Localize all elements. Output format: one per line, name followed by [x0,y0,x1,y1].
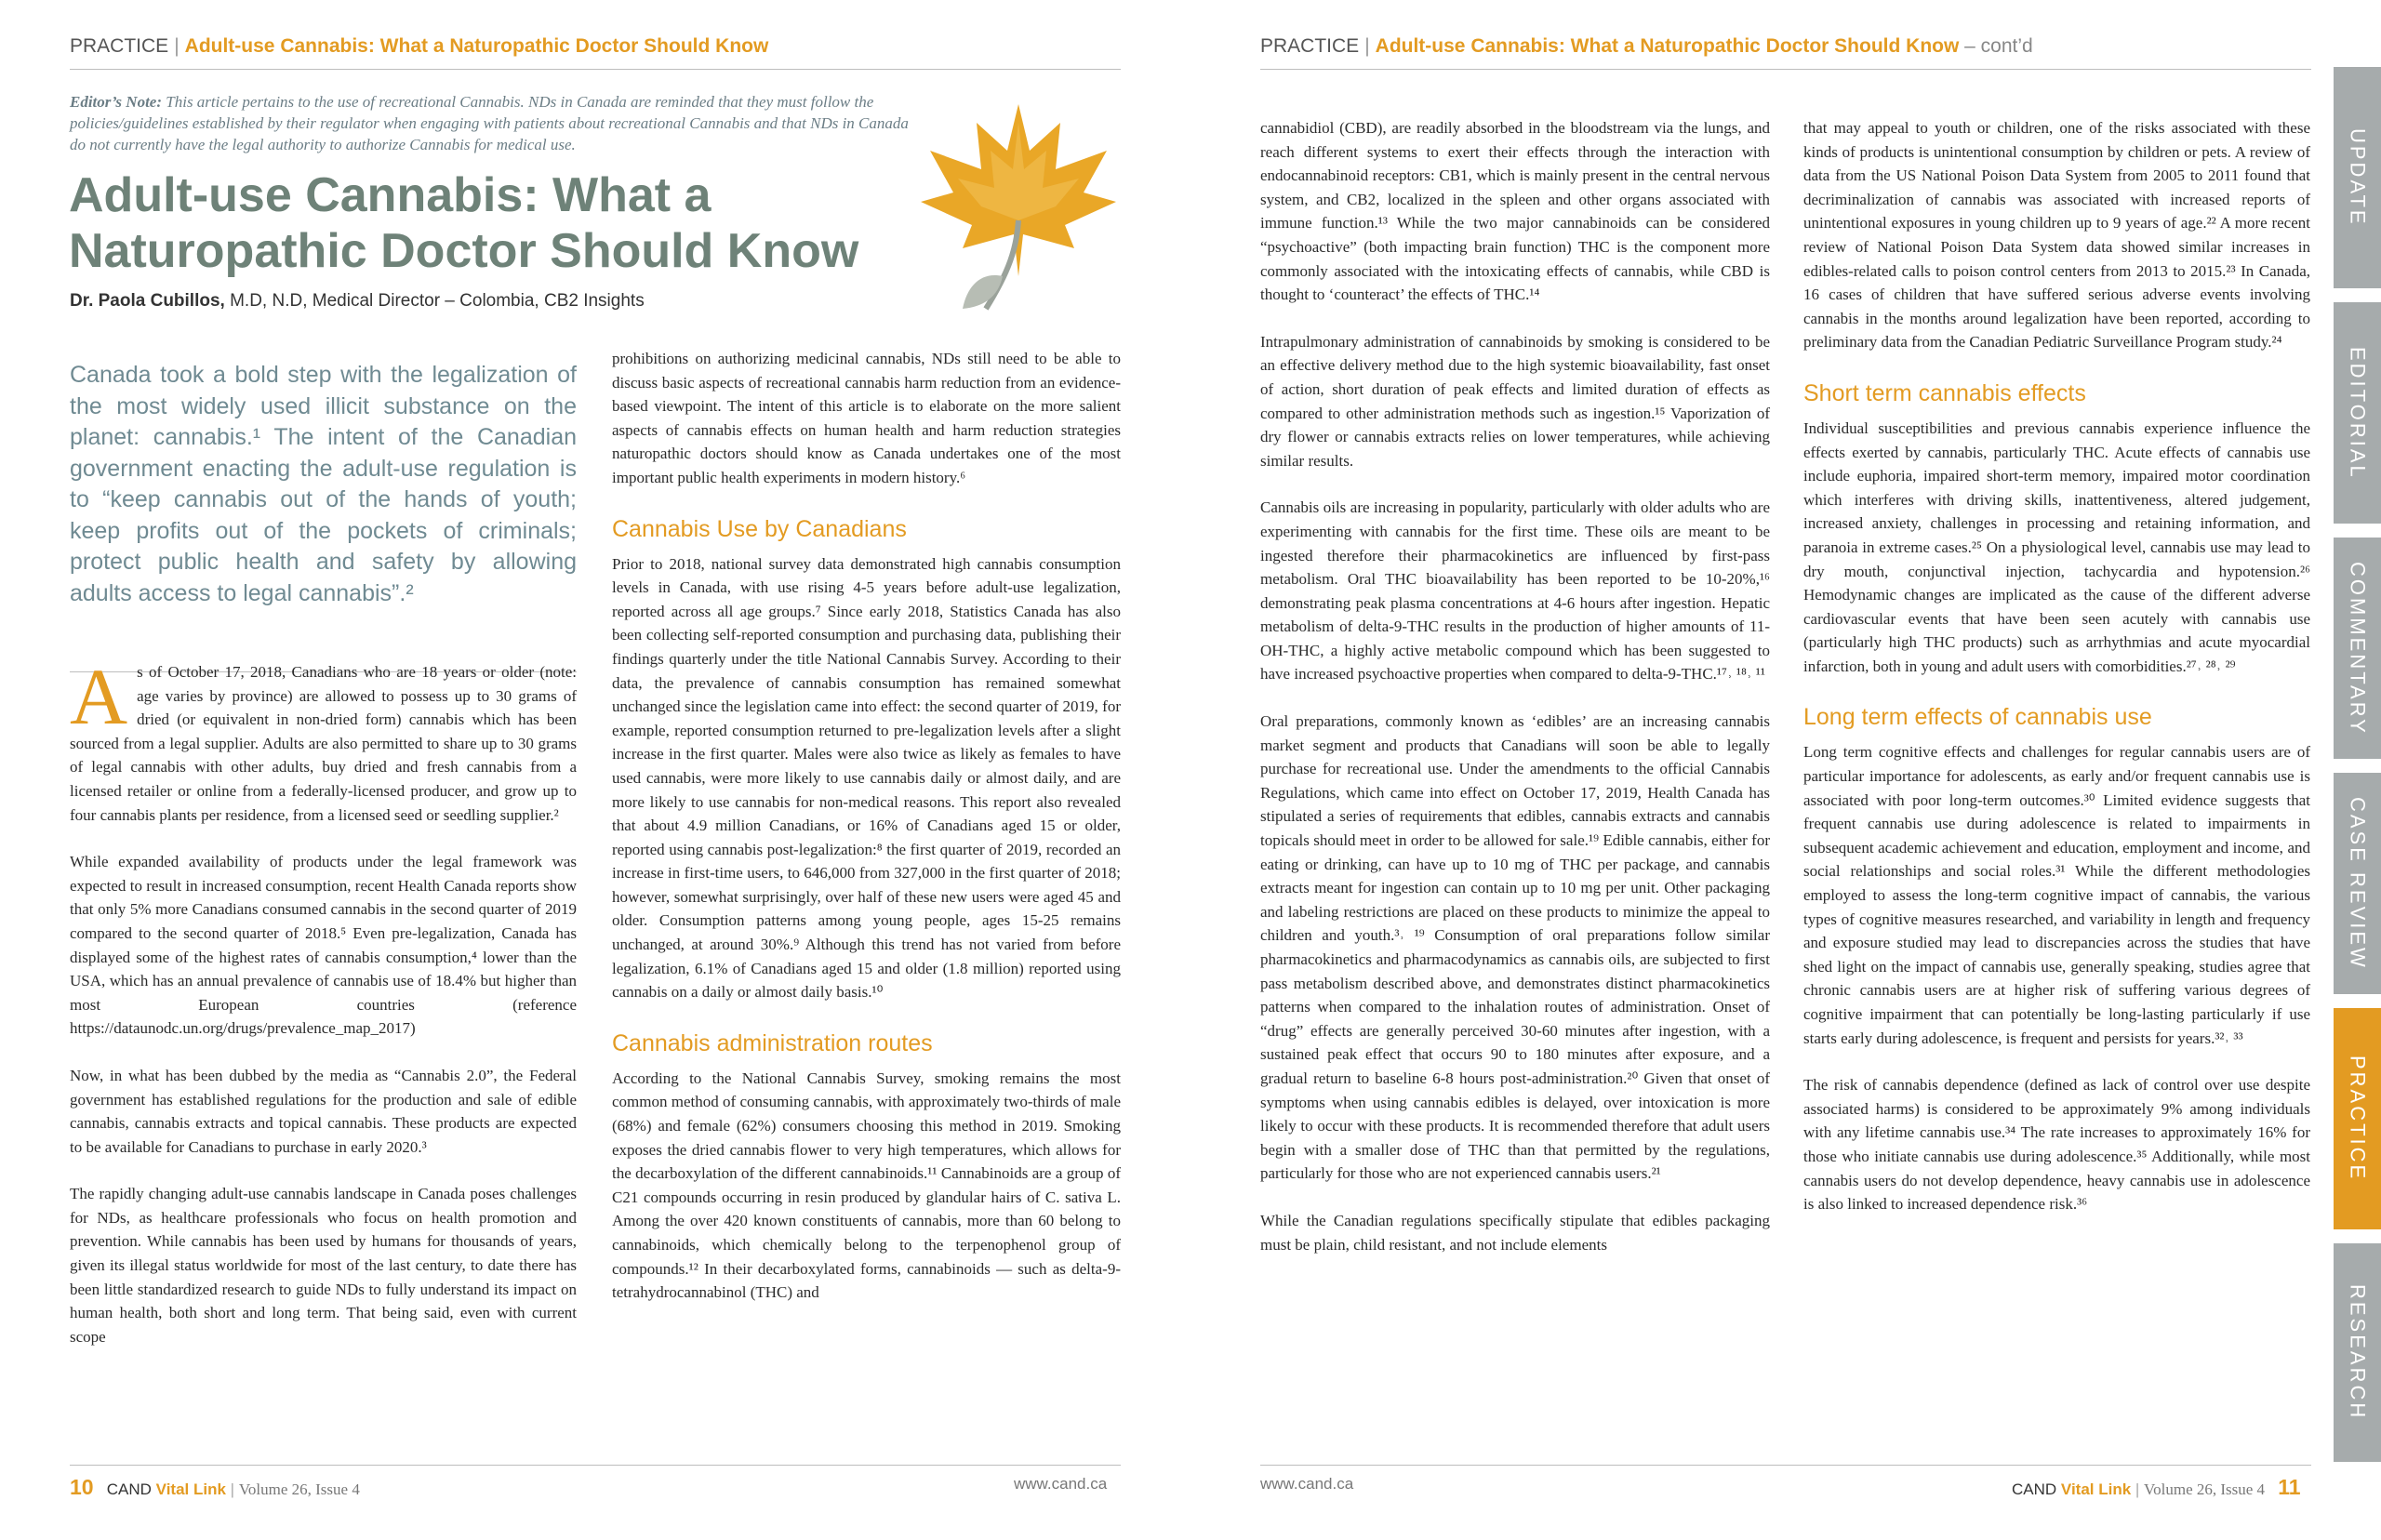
column-2 [612,347,1121,1328]
issue-info: Volume 26, Issue 4 [238,1480,360,1498]
tab-practice[interactable]: PRACTICE [2334,1008,2381,1229]
tab-commentary[interactable]: COMMENTARY [2334,538,2381,759]
section-heading: Cannabis administration routes [612,1029,933,1056]
paragraph: Intrapulmonary administration of cannabinoids by smoking is considered to be an effective delivery method due to the high systemic bioavailability, fast onset of action, short duration of peak effects and limited duration of effects as compared to other administration methods such as ingestion.¹⁵ Vaporization of dry flower or cannabis extracts relies on lower temperatures, while achieving similar results. [1260,332,1770,470]
paragraph: The risk of cannabis dependence (defined as lack of control over use despite associated harms) is considered to be approximately 9% among individuals with any lifetime cannabis use.³⁴ The rate increases to approximately 16% for those who initiate cannabis use during adolescence.³⁵ Additionally, while most cannabis users do not develop dependence, heavy cannabis use in adolescence is also linked to increased dependence risk.³⁶ [1803,1076,2310,1214]
paragraph: Cannabis oils are increasing in popularity, particularly with older adults who are experimenting with cannabis for the first time. These oils are meant to be ingested therefore their pharmacokinetics are influenced by first-pass metabolism. Oral THC bioavailability has been reported to be 10-20%,¹⁶ demonstrating peak plasma concentrations at 4-6 hours after ingestion. Hepatic metabolism of delta-9-THC results in the production of higher amounts of 11-OH-THC, a highly active metabolic compound which has been suggested to have increased psychoactive properties when compared to delta-9-THC.¹⁷˒ ¹⁸˒ ¹¹ [1260,498,1770,684]
paragraph: Individual susceptibilities and previous cannabis experience influence the effects exerted by cannabis, particularly THC. Acute effects of cannabis use include euphoria, impaired short-term memory, impaired motor coordination which interferes with driving skills, inattentiveness, altered judgement, increased anxiety, challenges in processing and retaining information, and paranoia in extreme cases.²⁵ On a physiological level, cannabis use may lead to dry mouth, conjunctival injection, tachycardia and hypotension.²⁶ Hemodynamic changes are implicated as the cause of the different adverse cardiovascular events that have been seen acutely with cannabis use (particularly high THC products) such as arrhythmias and acute myocardial infarction, both in young and adult users with comorbidities.²⁷˒ ²⁸˒ ²⁹ [1803,418,2310,675]
paragraph: cannabidiol (CBD), are readily absorbed in the bloodstream via the lungs, and reach different systems to exert their effects through the interaction with endocannabinoid receptors: CB1, which is mainly present in the central nervous system, and CB2, localized in the spleen and other organs associated with immune function.¹³ While the two major cannabinoids can be considered “psychoactive” (both impacting brain function) THC is the component more commonly associated with the intoxicating effects of cannabis, while CBD is thought to ‘counteract’ the effects of THC.¹⁴ [1260,119,1770,304]
editor-note-label: Editor’s Note: [70,93,163,111]
issue-info: Volume 26, Issue 4 [2144,1480,2266,1498]
paragraph: As of October 17, 2018, Canadians who are 18 years or older (note: age varies by province) are allowed to possess up to 30 grams of dried (or equivalent in non-dried form) cannabis which has been sourced from a legal supplier. Adults are also permitted to share up to 30 grams of legal cannabis with other adults, buy dried and fresh cannabis from a licensed retailer or online from a federally-licensed producer, and grow up to four cannabis plants per residence, from a licensed seed or seedling supplier.² [70,652,577,824]
footer-url[interactable]: www.cand.ca [1014,1475,1108,1493]
right-page [1190,0,2381,1540]
column-4 [1803,116,2310,1240]
section-heading: Cannabis Use by Canadians [612,515,907,542]
article-title: Adult-use Cannabis: What a Naturopathic Doctor Should Know [69,168,859,278]
paragraph: While the Canadian regulations specifically stipulate that edibles packaging must be plain, child resistant, and not include elements [1260,1211,1770,1254]
section-heading: Short term cannabis effects [1803,379,2086,406]
paragraph: that may appeal to youth or children, one of the risks associated with these kinds of products is unintentional consumption by children or pets. A review of data from the US National Poison Data System from 2005 to 2011 found that decriminalization of cannabis was associated with increased reports of unintentional exposures in young children up to 9 years of age.²² A more recent review of National Poison Data System data showed similar increases in edibles-related calls to poison control centers from 2013 to 2015.²³ In Canada, 16 cases of children that have suffered serious adverse events involving cannabis in the months around legalization have been reported, according to preliminary data from the Canadian Pediatric Surveillance Program study.²⁴ [1803,119,2310,352]
drop-cap: A [70,652,128,741]
paragraph: Oral preparations, commonly known as ‘edibles’ are an increasing cannabis market segment and products that Canadians will soon be able to legally purchase for recreational use. Under the amendments to the official Cannabis Regulations, which came into effect on October 17, 2019, Health Canada has stipulated a series of requirements that edibles, cannabis extracts and cannabis topicals should meet in order to be allowed for sale.¹⁹ Edible cannabis, either for eating or drinking, can have up to 10 mg of THC per package, and cannabis extracts meant for ingestion can contain up to 10 mg per unit. Other packaging and labeling restrictions are placed on these products to minimize the appeal to children and youth.³˒ ¹⁹ Consumption of oral preparations follow similar pharmacokinetics and pharmacodynamics as cannabis oils, are subjected to first pass metabolism described above, and demonstrates distinct pharmacokinetics patterns when compared to the inhalation routes of administration. Onset of “drug” effects are generally perceived 30-60 minutes after ingestion, with a sustained peak effect that occurs 90 to 180 minutes after exposure, and a gradual return to baseline 6-8 hours post-administration.²⁰ Given that onset of symptoms when using cannabis edibles is delayed, over intoxication is more likely to occur with these products. It is recommended therefore that adult users begin with a smaller dose of THC than that permitted by the regulations, particularly for those who are not experienced cannabis users.²¹ [1260,712,1770,1183]
journal-name: CAND Vital Link [106,1480,226,1498]
footer-url[interactable]: www.cand.ca [1260,1475,1354,1493]
running-header: PRACTICE | Adult-use Cannabis: What a Naturopathic Doctor Should Know – cont’d [1260,35,2033,57]
page-number: 11 [2278,1475,2301,1499]
author-credentials: M.D, N.D, Medical Director – Colombia, CB2 Insights [224,291,645,311]
intro-paragraph: Canada took a bold step with the legalization of the most widely used illicit substance on the planet: cannabis.¹ The intent of the Canadian government enacting the adult-use regulation is to “keep cannabis out of the hands of youth; keep profits out of the pockets of criminals; protect public health and safety by allowing adults access to legal cannabis”.² [70,362,577,606]
header-continued: – cont’d [1959,35,2033,57]
paragraph: The rapidly changing adult-use cannabis landscape in Canada poses challenges for NDs, as healthcare professionals who focus on health promotion and prevention. While cannabis has been used by humans for thousands of years, given its illegal status worldwide for most of the last century, to date there has been little standardized research to guide NDs to fully understand its impact on human health, both short and long term. That being said, even with current scope [70,1185,577,1346]
paragraph: Long term cognitive effects and challenges for regular cannabis users are of particular importance for adolescents, as early and/or frequent cannabis use is associated with poor long-term outcomes.³⁰ Limited evidence suggests that frequent cannabis use during adolescence is related to impairments in subsequent academic achievement and education, employment and income, and social relationships and social roles.³¹ While the different methodologies employed to assess the long-term cognitive impact of cannabis, the various types of cognitive measures researched, and variability in length and frequency and exposure studied may lead to discrepancies across the studies that have shed light on the impact of cannabis use, generally speaking, studies agree that chronic cannabis users are at higher risk of suffering various degrees of cognitive impairment that can potentially be long-lasting particularly if use starts early during adolescence, is frequent and persists for years.³²˒ ³³ [1803,743,2310,1047]
author-name: Dr. Paola Cubillos, [70,291,225,311]
paragraph: While expanded availability of products under the legal framework was expected to result in increased consumption, recent Health Canada reports show that only 5% more Canadians consumed cannabis in the second quarter of 2019 compared to the second quarter of 2018.⁵ Even pre-legalization, Canada has displayed some of the highest rates of cannabis consumption,⁴ lower than the USA, which has an annual prevalence of cannabis use of 18.4% but higher than most European countries (reference https://dataunodc.un.org/drugs/prevalence_map_2017) [70,853,577,1038]
footer-left: 10 CAND Vital Link | Volume 26, Issue 4 [70,1475,360,1499]
column-3 [1260,116,1770,1280]
header-section: PRACTICE [1260,35,1360,57]
header-section: PRACTICE [70,35,169,57]
section-tabs [2334,67,2381,1462]
left-page [0,0,1190,1540]
paragraph: According to the National Cannabis Survey, smoking remains the most common method of consuming cannabis, with approximately two-thirds of male (68%) and female (62%) consumers choosing this method in 2019. Smoking exposes the dried cannabis flower to very high temperatures, which allows for the decarboxylation of the different cannabinoids.¹¹ Cannabinoids are a group of C21 compounds occurring in resin produced by glandular hairs of C. sativa L. Among the over 420 known constituents of cannabis, more than 60 belong to cannabinoids, which chemically belong to the terpenophenol group of compounds.¹² In their decarboxylated forms, cannabinoids — such as delta-9-tetrahydrocannabinol (THC) and [612,1069,1121,1302]
paragraph: Now, in what has been dubbed by the media as “Cannabis 2.0”, the Federal government has established regulations for the production and sale of edible cannabis, cannabis extracts and topical cannabis. These products are expected to be available for Canadians to purchase in early 2020.³ [70,1066,577,1156]
header-title: Adult-use Cannabis: What a Naturopathic Doctor Should Know [1375,35,1960,57]
paragraph: prohibitions on authorizing medicinal cannabis, NDs still need to be able to discuss basic aspects of recreational cannabis harm reduction from an evidence-based viewpoint. The intent of this article is to elaborate on the more salient aspects of cannabis effects on human health and harm reduction strategies naturopathic doctors should know as Canada undertakes one of the most important public health experiments in modern history.⁶ [612,350,1121,486]
tab-case-review[interactable]: CASE REVIEW [2334,773,2381,994]
header-rule [1260,69,2311,70]
column-1 [70,652,577,1372]
footer-rule [1260,1465,2311,1466]
maple-leaf-icon [907,86,1130,318]
editor-note [70,91,916,155]
header-title: Adult-use Cannabis: What a Naturopathic Doctor Should Know [184,35,769,57]
footer-right: CAND Vital Link | Volume 26, Issue 4 11 [2012,1475,2301,1499]
editor-note-text: This article pertains to the use of recreational Cannabis. NDs in Canada are reminded that they must follow the policies/guidelines established by their regulator when engaging with patients about recreational Cannabis and that NDs in Canada do not currently have the legal authority to authorize Cannabis for medical use. [70,93,909,153]
paragraph: Prior to 2018, national survey data demonstrated high cannabis consumption levels in Canada, with use rising 4-5 years before adult-use legalization, reported across all age groups.⁷ Since early 2018, Statistics Canada has also been collecting self-reported consumption and purchasing data, publishing their findings quarterly under the title National Cannabis Survey. According to their data, the prevalence of cannabis consumption has remained somewhat unchanged since the legislation came into effect: the second quarter of 2019, for example, reported consumption returned to pre-legalization levels after a slight increase in the first quarter. Males were also twice as likely as females to have used cannabis, were more likely to use cannabis daily or almost daily, and are more likely to use cannabis for non-medical reasons. This report also revealed that about 4.9 million Canadians, or 16% of Canadians aged 15 or older, reported using cannabis post-legalization:⁸ the first quarter of 2019, recorded an increase in first-time users, to 646,000 from 327,000 in the first quarter of 2018; however, somewhat surprisingly, over half of these new users were aged 45 and older. Consumption patterns among young people, ages 15-25 remains unchanged, at around 30%.⁹ Although this trend has not varied from before legalization, 6.1% of Canadians aged 15 and older (1.8 million) reported using cannabis on a daily or almost daily basis.¹⁰ [612,554,1121,1002]
tab-research[interactable]: RESEARCH [2334,1243,2381,1462]
page-number: 10 [70,1475,94,1499]
footer-rule [70,1465,1121,1466]
header-rule [70,69,1121,70]
tab-update[interactable]: UPDATE [2334,67,2381,288]
section-heading: Long term effects of cannabis use [1803,704,2152,731]
tab-editorial[interactable]: EDITORIAL [2334,302,2381,524]
journal-name: CAND Vital Link [2012,1480,2132,1498]
byline [70,291,645,312]
running-header: PRACTICE | Adult-use Cannabis: What a Naturopathic Doctor Should Know [70,35,769,57]
